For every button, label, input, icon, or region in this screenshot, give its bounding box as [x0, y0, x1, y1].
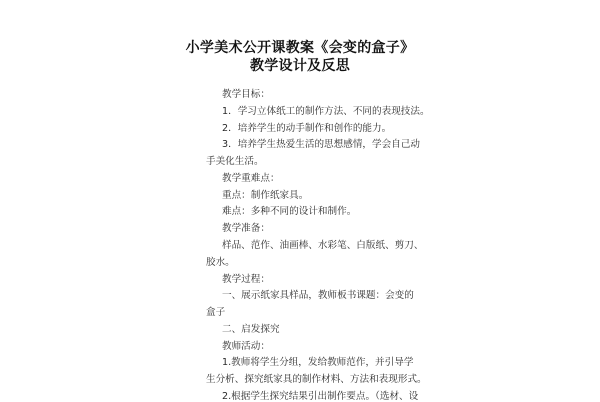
teacher-activity-2: 2.根据学生探究结果引出制作要点。（选材、设 [222, 391, 419, 402]
teacher-activity-heading: 教师活动： [222, 340, 270, 352]
objective-2: 2．培养学生的动手制作和创作的能力。 [222, 122, 392, 134]
preparation-items: 样品、范作、油画棒、水彩笔、白版纸、剪刀、 [222, 240, 424, 251]
objective-3: 3．培养学生热爱生活的思想感情，学会自己动 [222, 139, 420, 151]
key-point: 重点：制作纸家具。 [222, 189, 309, 201]
document-subtitle: 教学设计及反思 [249, 58, 351, 74]
document-title: 小学美术公开课教案《会变的盒子》 [185, 40, 415, 56]
teacher-activity-1-cont: 生分析、探究纸家具的制作材料、方法和表现形式。 [206, 374, 427, 386]
process-step-2: 二、启发探究 [222, 323, 280, 335]
difficult-point: 难点：多种不同的设计和制作。 [222, 206, 357, 218]
section-heading-process: 教学过程： [222, 273, 270, 285]
process-step-1-cont: 盒子 [206, 307, 226, 319]
section-heading-key-points: 教学重难点： [222, 172, 280, 184]
section-heading-preparation: 教学准备： [222, 223, 270, 235]
section-heading-objectives: 教学目标： [222, 89, 270, 100]
objective-1: 1．学习立体纸工的制作方法、不同的表现技法。 [222, 105, 430, 117]
preparation-items-cont: 胶水。 [206, 256, 235, 268]
process-step-1: 一、展示纸家具样品，教师板书课题：会变的 [222, 290, 414, 302]
teacher-activity-1: 1.教师将学生分组，发给教师范作，并引导学 [222, 357, 414, 369]
objective-3-cont: 手美化生活。 [206, 156, 264, 168]
